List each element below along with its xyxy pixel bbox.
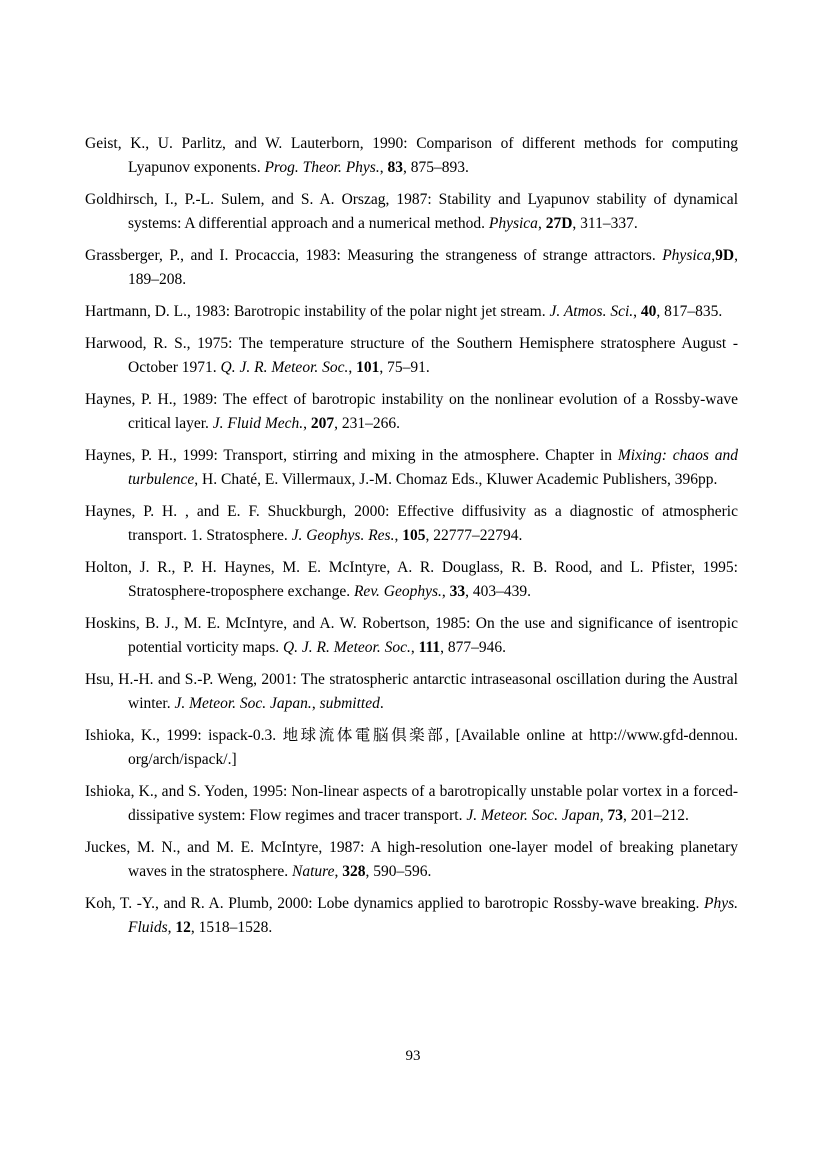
reference-segment: 83 xyxy=(387,159,403,176)
reference-segment: J. Atmos. Sci. xyxy=(549,303,634,320)
reference-list xyxy=(85,132,738,948)
reference-entry xyxy=(85,724,738,772)
reference-segment: 207 xyxy=(310,415,335,432)
reference-segment: Hoskins, B. J., M. E. McIntyre, and A. W. Robertson, 1985: On the use and significance of isentropic potential vorticity maps. xyxy=(85,615,738,656)
page-number: 93 xyxy=(405,1048,421,1064)
reference-segment: , 875–893. xyxy=(402,159,469,176)
reference-segment: Physica xyxy=(488,215,538,232)
reference-segment: , 201–212. xyxy=(623,807,689,824)
reference-segment: , 403–439. xyxy=(465,583,532,600)
reference-entry xyxy=(85,244,738,292)
reference-segment: , xyxy=(633,303,641,320)
reference-segment: Prog. Theor. Phys. xyxy=(264,159,380,176)
reference-segment: Harwood, R. S., 1975: The temperature structure of the Southern Hemisphere stratosphere August - October 1971. xyxy=(85,335,738,376)
reference-segment: Grassberger, P., and I. Procaccia, 1983: Measuring the strangeness of strange attractors. xyxy=(85,247,663,264)
reference-entry xyxy=(85,300,738,324)
reference-segment: 27D xyxy=(545,215,573,232)
reference-segment: 105 xyxy=(402,527,426,544)
reference-segment: , xyxy=(303,415,311,432)
reference-segment: , 189–208. xyxy=(128,247,738,288)
reference-segment: Phys. Fluids xyxy=(128,895,738,936)
reference-entry xyxy=(85,668,738,716)
reference-segment: . xyxy=(379,695,384,712)
reference-entry xyxy=(85,188,738,236)
reference-segment: Geist, K., U. Parlitz, and W. Lauterborn, 1990: Comparison of different methods for computing Lyapunov exponents. xyxy=(85,135,738,176)
reference-segment: Ishioka, K., 1999: ispack-0.3. 地球流体電脳倶楽部, [Available online at http://www.gfd-dennou. org/arch/ispack/.] xyxy=(85,727,738,768)
reference-segment: Mixing: chaos and turbulence xyxy=(128,447,738,488)
reference-segment: , 22777–22794. xyxy=(425,527,523,544)
reference-segment: , xyxy=(167,919,176,936)
reference-segment: Haynes, P. H. , and E. F. Shuckburgh, 2000: Effective diffusivity as a diagnostic of atmospheric transport. 1. Stratosphere. xyxy=(85,503,738,544)
reference-segment: , xyxy=(379,159,388,176)
reference-entry xyxy=(85,388,738,436)
reference-segment: 33 xyxy=(449,583,466,600)
reference-segment: submitted xyxy=(319,695,380,712)
reference-segment: 40 xyxy=(640,303,657,320)
reference-segment: , xyxy=(311,695,320,712)
reference-segment: Haynes, P. H., 1989: The effect of barotropic instability on the nonlinear evolution of a Rossby-wave critical layer. xyxy=(85,391,738,432)
reference-segment: , 817–835. xyxy=(656,303,723,320)
reference-entry xyxy=(85,332,738,380)
reference-segment: J. Geophys. Res. xyxy=(291,527,395,544)
reference-segment: , xyxy=(441,583,450,600)
reference-segment: , 75–91. xyxy=(379,359,430,376)
reference-segment: , xyxy=(410,639,419,656)
reference-segment: J. Meteor. Soc. Japan. xyxy=(174,695,312,712)
reference-segment: , 231–266. xyxy=(334,415,401,432)
reference-segment: Q. J. R. Meteor. Soc. xyxy=(220,359,349,376)
reference-segment: 111 xyxy=(418,639,441,656)
reference-entry xyxy=(85,132,738,180)
reference-segment: , H. Chaté, E. Villermaux, J.-M. Chomaz Eds., Kluwer Academic Publishers, 396pp. xyxy=(194,471,718,488)
reference-entry xyxy=(85,780,738,828)
reference-segment: , xyxy=(334,863,343,880)
reference-segment: J. Fluid Mech. xyxy=(212,415,304,432)
reference-segment: Juckes, M. N., and M. E. McIntyre, 1987: A high-resolution one-layer model of breaking planetary waves in the stratosphere. xyxy=(85,839,738,880)
reference-entry xyxy=(85,612,738,660)
reference-segment: Physica xyxy=(662,247,712,264)
reference-segment: Rev. Geophys. xyxy=(353,583,442,600)
reference-segment: 9D xyxy=(715,247,735,264)
reference-entry xyxy=(85,500,738,548)
reference-segment: 73 xyxy=(607,807,624,824)
reference-segment: Holton, J. R., P. H. Haynes, M. E. McIntyre, A. R. Douglass, R. B. Rood, and L. Pfister, 1995: Stratosphere-troposphere exchange. xyxy=(85,559,738,600)
reference-segment: , xyxy=(348,359,357,376)
reference-segment: Hsu, H.-H. and S.-P. Weng, 2001: The stratospheric antarctic intraseasonal oscillation during the Austral winter. xyxy=(85,671,738,712)
reference-entry xyxy=(85,836,738,884)
reference-entry xyxy=(85,556,738,604)
reference-segment: , xyxy=(394,527,403,544)
reference-entry xyxy=(85,444,738,492)
reference-segment: J. Meteor. Soc. Japan xyxy=(466,807,600,824)
reference-segment: Ishioka, K., and S. Yoden, 1995: Non-linear aspects of a barotropically unstable polar vortex in a forced-dissipative system: Flow regimes and tracer transport. xyxy=(85,783,738,824)
reference-segment: Koh, T. -Y., and R. A. Plumb, 2000: Lobe dynamics applied to barotropic Rossby-wave breaking. xyxy=(85,895,704,912)
reference-segment: , 1518–1528. xyxy=(190,919,273,936)
reference-entry xyxy=(85,892,738,940)
reference-segment: Nature xyxy=(292,863,335,880)
reference-segment: Hartmann, D. L., 1983: Barotropic instability of the polar night jet stream. xyxy=(85,303,550,320)
reference-segment: , xyxy=(537,215,546,232)
reference-segment: , 311–337. xyxy=(572,215,638,232)
reference-segment: , xyxy=(711,247,716,264)
reference-segment: Haynes, P. H., 1999: Transport, stirring and mixing in the atmosphere. Chapter in xyxy=(85,447,618,464)
reference-segment: 12 xyxy=(175,919,191,936)
reference-segment: , 590–596. xyxy=(365,863,432,880)
reference-segment: Goldhirsch, I., P.-L. Sulem, and S. A. Orszag, 1987: Stability and Lyapunov stability of dynamical systems: A differential approach and a numerical method. xyxy=(85,191,738,232)
reference-segment: 328 xyxy=(342,863,366,880)
reference-segment: , 877–946. xyxy=(440,639,506,656)
reference-segment: Q. J. R. Meteor. Soc. xyxy=(282,639,411,656)
reference-segment: 101 xyxy=(356,359,380,376)
reference-segment: , xyxy=(599,807,608,824)
